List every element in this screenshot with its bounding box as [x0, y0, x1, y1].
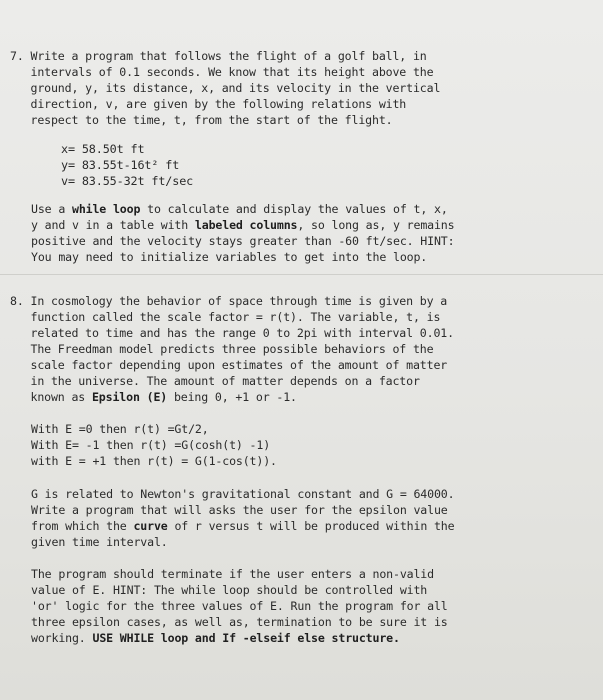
term-para-line-1: The program should terminate if the user enters a non-valid — [31, 567, 434, 581]
q8-line-7 — [10, 389, 297, 405]
q8-line-1: 8. In cosmology the behavior of space through time is given by a — [10, 294, 448, 308]
q7-para2-line-3: positive and the velocity stays greater than -60 ft/sec. HINT: — [31, 234, 455, 248]
q7-para2-line-2 — [31, 217, 454, 233]
q7-line-5: respect to the time, t, from the start of the flight. — [10, 113, 393, 127]
question-divider — [0, 274, 603, 275]
q8-line-5: scale factor depending upon estimates of the amount of matter — [10, 358, 448, 372]
term-para-line-2: value of E. HINT: The while loop should be controlled with — [31, 583, 428, 597]
text-span: working. — [31, 631, 93, 645]
q8-line-6: in the universe. The amount of matter depends on a factor — [10, 374, 420, 388]
case-e-plus-one: with E = +1 then r(t) = G(1-cos(t)). — [31, 454, 277, 468]
q7-line-3: ground, y, its distance, x, and its velocity in the vertical — [10, 81, 441, 95]
equation-v: v= 83.55-32t ft/sec — [61, 174, 194, 188]
text-span: from which the — [31, 519, 134, 533]
text-span: Use a — [31, 202, 72, 216]
text-span: y and v in a table with — [31, 218, 195, 232]
case-e-zero: With E =0 then r(t) =Gt/2, — [31, 422, 209, 436]
q8-line-4: The Freedman model predicts three possible behaviors of the — [10, 342, 434, 356]
text-span: to calculate and display the values of t, x, — [140, 202, 448, 216]
bold-structure-note: USE WHILE loop and If -elseif else structure. — [92, 631, 400, 645]
term-para-line-5 — [31, 630, 400, 646]
bold-curve: curve — [133, 519, 168, 533]
q7-para2-line-1 — [31, 201, 448, 217]
q8-line-3: related to time and has the range 0 to 2pi with interval 0.01. — [10, 326, 454, 340]
q7-line-1: 7. Write a program that follows the flight of a golf ball, in — [10, 49, 427, 63]
g-para-line-1: G is related to Newton's gravitational constant and G = 64000. — [31, 487, 455, 501]
text-span: of r versus t will be produced within the — [167, 519, 455, 533]
bold-while-loop: while loop — [71, 202, 141, 216]
g-para-line-3 — [31, 518, 454, 534]
case-e-minus-one: With E= -1 then r(t) =G(cosh(t) -1) — [31, 438, 271, 452]
bold-epsilon: Epsilon (E) — [91, 390, 168, 404]
equation-y: y= 83.55t-16t² ft — [61, 158, 180, 172]
g-para-line-4: given time interval. — [31, 535, 168, 549]
q7-para2-line-4: You may need to initialize variables to get into the loop. — [31, 250, 428, 264]
q7-line-2: intervals of 0.1 seconds. We know that its height above the — [10, 65, 434, 79]
q7-line-4: direction, v, are given by the following relations with — [10, 97, 407, 111]
text-span: being 0, +1 or -1. — [167, 390, 297, 404]
term-para-line-3: 'or' logic for the three values of E. Run the program for all — [31, 599, 448, 613]
g-para-line-2: Write a program that will asks the user for the epsilon value — [31, 503, 448, 517]
q8-line-2: function called the scale factor = r(t). The variable, t, is — [10, 310, 441, 324]
term-para-line-4: three epsilon cases, as well as, termination to be sure it is — [31, 615, 448, 629]
equation-x: x= 58.50t ft — [61, 142, 145, 156]
bold-labeled-columns: labeled columns — [194, 218, 298, 232]
text-span: , so long as, y remains — [297, 218, 455, 232]
text-span: known as — [10, 390, 92, 404]
